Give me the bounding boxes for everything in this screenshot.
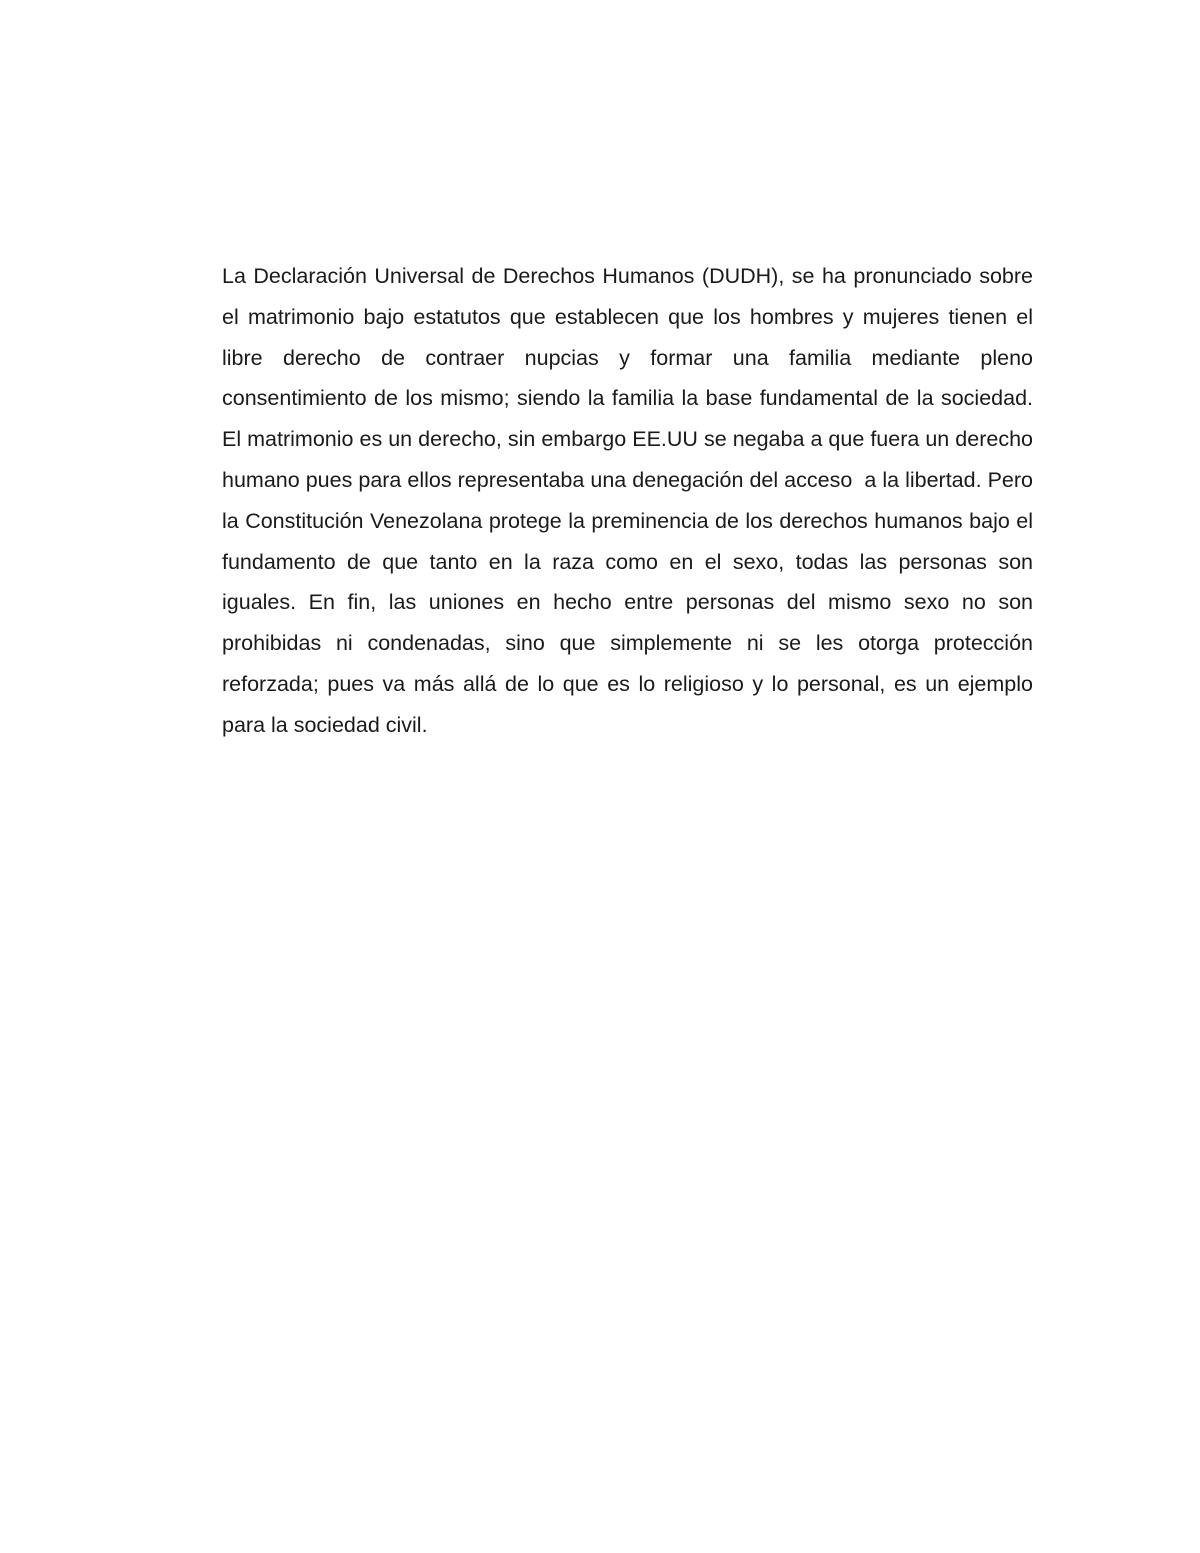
body-paragraph: La Declaración Universal de Derechos Humanos (DUDH), se ha pronunciado sobre el matrimonio bajo estatutos que establecen que los hombres y mujeres tienen el libre derecho de contraer nupcias y formar una familia mediante pleno consentimiento de los mismo; siendo la familia la base fundamental de la sociedad. El matrimonio es un derecho, sin embargo EE.UU se negaba a que fuera un derecho humano pues para ellos representaba una denegación del acceso a la libertad. Pero la Constitución Venezolana protege la preminencia de los derechos humanos bajo el fundamento de que tanto en la raza como en el sexo, todas las personas son iguales. En fin, las uniones en hecho entre personas del mismo sexo no son prohibidas ni condenadas, sino que simplemente ni se les otorga protección reforzada; pues va más allá de lo que es lo religioso y lo personal, es un ejemplo para la sociedad civil. [222,264,1039,737]
